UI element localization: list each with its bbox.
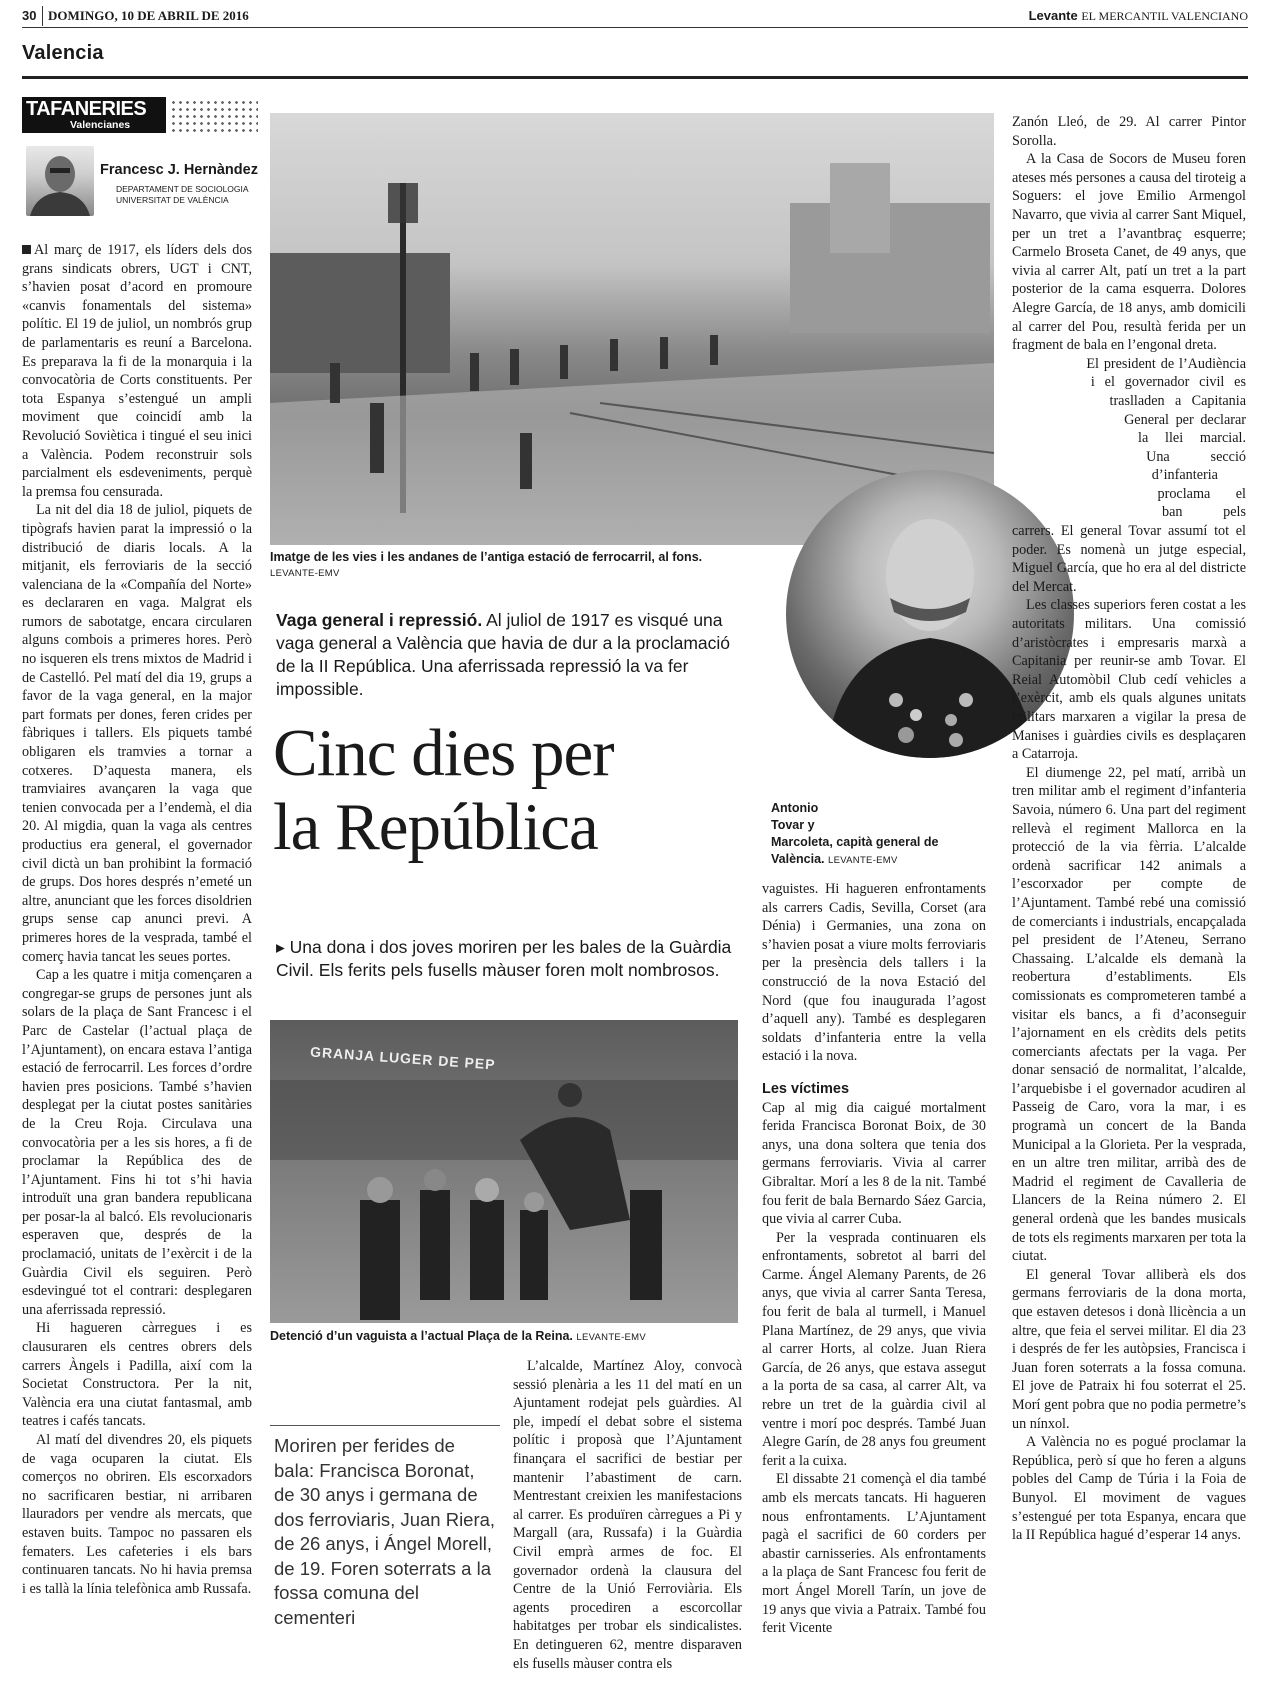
page-header [22, 6, 1248, 28]
portrait-caption-line-3: Marcoleta, capità general de [771, 835, 939, 849]
lede [276, 609, 736, 701]
pullquote: Moriren per ferides de bala: Francisca Boronat, de 30 anys i germana de dos ferroviaris, Juan Riera, de 26 anys, i Ángel Morell, de 19. Foren soterrats a la fossa comuna del cementeri [274, 1435, 496, 1628]
author-affiliation-2: UNIVERSITAT DE VALÈNCIA [116, 195, 229, 205]
header-date: DOMINGO, 10 DE ABRIL DE 2016 [48, 8, 249, 23]
paragraph-marker-icon [22, 245, 31, 254]
column-3 [513, 1357, 742, 1673]
railway-photo-caption: Imatge de les vies i les andanes de l’antiga estació de ferrocarril, al fons. [270, 550, 703, 564]
brand-subtitle: EL MERCANTIL VALENCIANO [1081, 9, 1248, 23]
author-name: Francesc J. Hernàndez [100, 162, 258, 178]
portrait-caption [771, 800, 938, 869]
brand-name: Levante [1028, 8, 1078, 23]
col4-paragraph-1: vaguistes. Hi hagueren enfrontaments als carrers Cadis, Sevilla, Corset (ara Dénia) i Germanies, una zona on s’havien posat a viure molts ferroviaris per la presència dels tallers i la construcció de la nova Estació del Nord (que fou inaugurada l’agost d’aquell any). També es desplegaren soldats d’infanteria entre la vella estació i la nova. [762, 881, 986, 1065]
column-5 [1012, 113, 1246, 1545]
col4-victims-2: Per la vesprada continuaren els enfrontaments, sobretot al barri del Carme. Ángel Alemany Parents, de 26 anys, que vivia al carrer Santa Teresa, fou ferit de bala al turmell, i Manuel Plana Martínez, de 29 anys, que vivia al carrer Horts, al colze. Juan Riera García, de 26 anys, que estava assegut a la porta de sa casa, al carrer Alt, va rebre un tret de la guàrdia civil al ventre i morí poc després. També Juan Alegre Garín, de 28 anys fou greument ferit a la cuixa. [762, 1229, 986, 1469]
lede-text: Al juliol de 1917 es visqué una vaga general a València que havia de dur a la proclamació de la II República. Una aferrissada repressió la va fer impossible. [276, 610, 731, 699]
col3-paragraph-1: L’alcalde, Martínez Aloy, convocà sessió plenària a les 11 del matí en un Ajuntament rodejat pels guàrdies. Al ple, impedí el debat sobre el sistema polític i proposà que l’Ajuntament finançara el sacrifici de bestiar per mantenir l’abastiment de carn. Mentrestant creixien les manifestacions al carrer. Es produïren càrregues a Pi y Margall (ara, Russafa) i la Guàrdia Civil emprà armes de foc. El governador ordenà la clausura del Centre de la Unió Ferroviària. Els agents procediren a escorcollar habitatges per trobar els sindicalistes. En detingueren 62, mentre disparaven els fusells màuser contra els [513, 1358, 742, 1672]
portrait-caption-line-2: Tovar y [771, 818, 815, 832]
col1-paragraph-3: Cap a les quatre i mitja començaren a congregar-se grups de persones junt als solars de la plaça de Sant Francesc i el Parc de Castelar (l’actual plaça de l’Ajuntament), on encara estava l’antiga estació de ferrocarril. Les forces d’ordre havien pres posicions. També s’havien desplegat per la ciutat postes sanitàries de la Creu Roja. Circulava una convocatòria per a les sis hores, a fi de proclamar la República des de l’Ajuntament. Fins hi tot s’hi havia introduït una gran bandera republicana per posar-la al balcó. Els revolucionaris esperaven que, després de la proclamació, unitats de l’exèrcit i de la Guàrdia Civil els seguiren. Però esdevingué tot el contrari: desplegaren una aferrissada repressió. [22, 967, 252, 1318]
col1-paragraph-4: Hi hagueren càrregues i es clausuraren els centres obrers dels carrers Àngels i Padilla, així com la Societat Constructora. Per la nit, València era una ciutat fantasmal, amb teatres i cafés tancats. [22, 1320, 252, 1430]
deck-text: Una dona i dos joves moriren per les bales de la Guàrdia Civil. Els ferits pels fusells màuser foren molt nombrosos. [276, 937, 732, 980]
arrest-photo-caption [270, 1328, 740, 1346]
col5-paragraph-0: Zanón Lleó, de 29. Al carrer Pintor Sorolla. [1012, 114, 1246, 149]
column-logo [22, 97, 166, 133]
page-number: 30 [22, 8, 37, 23]
headline-line-2: la República [273, 790, 598, 864]
col4-victims-1: Cap al mig dia caigué mortalment ferida Francisca Boronat Boix, de 30 anys, una dona soltera que tenia dos germans ferroviaris. Vivia al carrer Gibraltar. Morí a les 8 de la nit. També fou ferit de bala Bernardo Sáez Garcia, que vivia al carrer Cuba. [762, 1099, 986, 1228]
header-separator [42, 6, 43, 26]
col4-victims-3: El dissabte 21 començà el dia també amb els mercats tancats. Hi hagueren nous enfrontaments. L’Ajuntament pagà el sacrifici de 60 corders per abastir carnisseries. Als enfrontaments a la plaça de Sant Francesc fou ferit de mort Ángel Morell Tarín, un jove de 19 anys que vivia a Patraix. També fou ferit Vicente [762, 1471, 986, 1637]
column-logo-subtitle: Valencianes [70, 119, 131, 131]
col5-paragraph-6: A València no es pogué proclamar la República, però sí que ho feren a alguns pobles del Camp de Túria i la Foia de Bunyol. El moviment de vagues s’estengué per tota Espanya, encara que la II República hagué d’esperar 14 anys. [1012, 1434, 1246, 1544]
column-4 [762, 880, 986, 1638]
deck-marker-icon: ▸ [276, 937, 285, 957]
arrest-caption-text: Detenció d’un vaguista a l’actual Plaça de la Reina. [270, 1329, 573, 1343]
col5-paragraph-4: El diumenge 22, pel matí, arribà un tren militar amb el regiment d’infanteria Savoia, número 6. Una part del regiment rellevà el regiment Mallorca en la protecció de la via fèrria. L’alcalde ordenà sacrificar 142 animals a l’escorxador per compte de l’Ajuntament. També rebé una comissió de comerciants i industrials, encapçalada pel president de l’Ateneu, Serrano Chassaing. L’alcalde els demanà la reobertura d’establiments. Els comissionats es comprometeren també a visitar els bancs, a fi d’aconseguir l’ajornament en els crèdits dels petits comerciants afectats per la vaga. Per donar sensació de normalitat, l’alcalde, l’arquebisbe i el governador acudiren al Passeig de Caro, vora la mar, i es programà un concert de la Banda Municipal a la Glorieta. Per la vesprada, en un altre tren militar, arribà des de Madrid el regiment de Cavalleria de Llancers de la Reina número 2. El general ordenà que les bandes musicals de tots els regiments marxaren per tota la ciutat. [1012, 764, 1246, 1265]
logo-dot-pattern [170, 99, 258, 135]
deck [276, 936, 732, 982]
col1-paragraph-5: Al matí del divendres 20, els piquets de vaga ocuparen la ciutat. Els comerços no obriren. Els escorxadors no sacrificaren bestiar, ni arribaren llauradors per vendre als mercats, que estaven buits. Tampoc no passaren els fematers. Les cafeteries i els bars continuaren tancats. No hi havia premsa i es tallà la línia telefònica amb Russafa. [22, 1432, 252, 1597]
portrait-caption-line-1: Antonio [771, 801, 819, 815]
author-photo [26, 146, 94, 216]
headline-line-1: Cinc dies per [273, 716, 614, 790]
section-title: Valencia [22, 42, 104, 64]
portrait-caption-line-4: València. [771, 852, 825, 866]
col5-paragraph-2: El president de l’Audiència i el governador civil es traslladen a Capitania General per declarar la llei marcial. Una secció d’infanteria proclama el ban pels carrers. El general Tovar assumí tot el poder. Es nomenà un jutge especial, Miguel García, que ho era al del districte del Mercat. [1012, 355, 1246, 595]
pullquote-rule [270, 1425, 500, 1426]
col5-paragraph-5: El general Tovar alliberà els dos germans ferroviaris de la dona morta, que estaven detesos i donà llicència a un altre, que feia el servei militar. El dia 23 i després de fer les autòpsies, Francisca i Juan foren soterrats a la fossa comuna. El jove de Patraix hi fou soterrat el 25. Morí gent pobra que no podia permetre’s un nínxol. [1012, 1266, 1246, 1432]
arrest-photo [270, 1020, 738, 1323]
railway-photo-credit: LEVANTE-EMV [270, 568, 340, 579]
section-rule [22, 76, 1248, 79]
col1-paragraph-2: La nit del dia 18 de juliol, piquets de tipògrafs havien parat la impressió o la distribució de diaris locals. A la mitjanit, els ferroviaris de la secció valenciana de la «Compañía del Norte» es declararen en vaga. Malgrat els rumors de sabotatge, encara circularen alguns combois a primeres hores. Però no isqueren els trens mixtos de Madrid i de Castelló. Pel matí del dia 19, grups a favor de la vaga general, en la major part formats per dones, feren crides per fàbriques i tallers. Els piquets també obligaren els tramvies a tornar a cotxeres. D’aquesta manera, els tramviaires avançaren la vaga que tenien convocada per a l’endemà, el dia 20. Al migdia, quan la vaga als centres productius era general, el governador civil dictà un ban prohibint la formació de grups. Dos hores després n’emeté un altre, anunciant que les forces disoldrien grups sense cap anunci previ. A primeres hores de la vesprada, també el comerç havia tancat les seues portes. [22, 502, 252, 965]
granja-sign: GRANJA LUGER DE PEP [309, 1043, 497, 1073]
col1-p1-text: Al març de 1917, els líders dels dos grans sindicats obrers, UGT i CNT, s’havien posat d’acord en promoure «canvis fonamentals del sistema» polític. El 19 de juliol, un nombrós grup de parlamentaris es reuní a Barcelona. Es preparava la fi de la monarquia i la convocatòria de Corts constituents. Per tota Espanya s’estengué un ampli moviment que coincidí amb la Revolució Soviètica i tingué el seu inici a València. Podem reconstruir sols parcialment els esdeveniments, perquè la premsa fou censurada. [22, 242, 252, 500]
col5-paragraph-1: A la Casa de Socors de Museu foren ateses més persones a causa del tiroteig a Soguers: el jove Emilio Armengol Navarro, que vivia al carrer Sant Miquel, per un tret a l’avantbraç esquerre; Carmelo Broseta Canet, de 49 anys, que vivia al carrer Alt, patí un tret a la part posterior de la cama esquerra. Dolores Alegre García, de 18 anys, amb domicili al carrer del Pou, resultà ferida per un fragment de bala en l’engonal dreta. [1012, 151, 1246, 354]
col1-paragraph-1 [22, 241, 252, 501]
column-logo-title: TAFANERIES [26, 98, 147, 120]
author-silhouette-icon [26, 146, 94, 216]
column-1 [22, 241, 252, 1598]
portrait-credit: LEVANTE-EMV [828, 855, 898, 866]
lede-kicker: Vaga general i repressió. [276, 610, 483, 630]
subhead-victims: Les víctimes [762, 1080, 850, 1097]
header-rule [22, 27, 1248, 28]
header-brand [1029, 8, 1248, 24]
author-affiliation-1: DEPARTAMENT DE SOCIOLOGIA [116, 184, 249, 194]
arrest-photo-credit: LEVANTE-EMV [576, 1332, 647, 1343]
col5-paragraph-3: Les classes superiors feren costat a les autoritats militars. Una comissió d’aristòcrates i empresaris marxà a Capitania per reunir-se amb Tovar. El Reial Automòbil Club cedí vehicles a l’exèrcit, amb els quals algunes unitats militars marxaren a vigilar la presa de Manises i guàrdies civils es desplaçaren a Catarroja. [1012, 597, 1246, 763]
arrest-scene-icon [270, 1020, 738, 1323]
headline [273, 716, 793, 864]
